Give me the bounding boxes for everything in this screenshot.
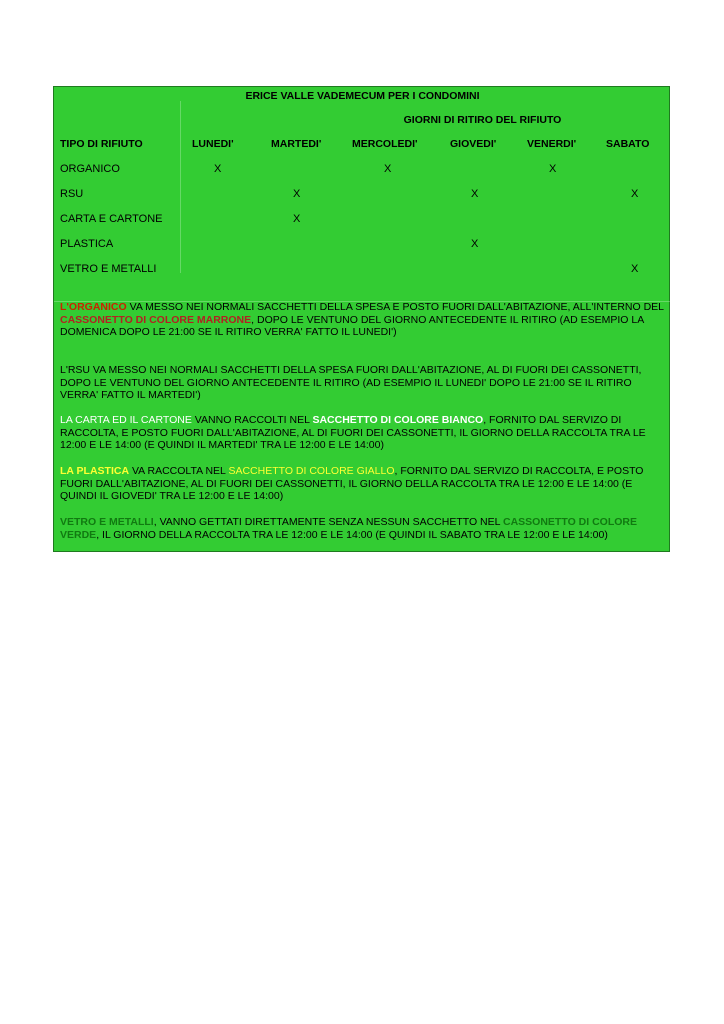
grid-line — [180, 101, 181, 273]
pickup-mark: X — [293, 188, 301, 200]
header-day-friday: VENERDI' — [527, 138, 577, 150]
carta-instructions — [60, 414, 666, 452]
pickup-mark: X — [214, 163, 222, 175]
plastica-instructions — [60, 465, 666, 503]
table-header-row — [54, 138, 671, 152]
header-day-wednesday: MERCOLEDI' — [352, 138, 418, 150]
pickup-mark: X — [631, 263, 639, 275]
vetro-heading: VETRO E METALLI — [60, 516, 154, 528]
vademecum-sheet — [53, 86, 670, 552]
yellow-bag-highlight: SACCHETTO DI COLORE GIALLO — [228, 465, 395, 477]
carta-text-end: , FORNITO DAL SERVIZO DI RACCOLTA, E POSTO FUORI DALL'ABITAZIONE, AL DI FUORI DEI CASSONETTI, IL GIORNO DELLA RACCOLTA TRA LE 12:00 E LE 14:00 (E QUINDI IL MARTEDI' TRA LE 12:00 E LE 14:00) — [60, 414, 646, 451]
header-day-monday: LUNEDI' — [192, 138, 234, 150]
vetro-text-end: , IL GIORNO DELLA RACCOLTA TRA LE 12:00 E LE 14:00 (E QUINDI IL SABATO TRA LE 12:00 E LE 14:00) — [96, 528, 608, 541]
white-bag-highlight: SACCHETTO DI COLORE BIANCO — [312, 414, 484, 426]
organico-text: VA MESSO NEI NORMALI SACCHETTI DELLA SPESA E POSTO FUORI DALL'ABITAZIONE, ALL'INTERNO DEL — [126, 301, 664, 313]
header-waste-type: TIPO DI RIFIUTO — [60, 138, 143, 150]
header-day-saturday: SABATO — [606, 138, 650, 150]
header-day-thursday: GIOVEDI' — [450, 138, 497, 150]
organico-heading: L'ORGANICO — [60, 301, 127, 313]
header-day-tuesday: MARTEDI' — [271, 138, 322, 150]
plastica-text-end: , FORNITO DAL SERVIZO DI RACCOLTA, E POSTO FUORI DALL'ABITAZIONE, AL DI FUORI DEI CASSONETTI, IL GIORNO DELLA RACCOLTA TRA LE 12:00 E LE 14:00 (E QUINDI IL GIOVEDI' TRA LE 12:00 E LE 14:00) — [60, 465, 644, 502]
row-label: ORGANICO — [60, 163, 120, 175]
vetro-text: , VANNO GETTATI DIRETTAMENTE SENZA NESSUN SACCHETTO NEL — [153, 516, 503, 528]
row-label: VETRO E METALLI — [60, 263, 157, 275]
plastica-heading: LA PLASTICA — [60, 465, 130, 477]
document-title: ERICE VALLE VADEMECUM PER I CONDOMINI — [245, 90, 480, 102]
carta-text: VANNO RACCOLTI NEL — [191, 414, 313, 426]
brown-bin-highlight: CASSONETTO DI COLORE MARRONE — [60, 313, 252, 326]
organico-text-end: , DOPO LE VENTUNO DEL GIORNO ANTECEDENTE IL RITIRO (AD ESEMPIO LA DOMENICA DOPO LE 21:00 SE IL RITIRO VERRA' FATTO IL LUNEDI') — [60, 313, 644, 338]
pickup-mark: X — [471, 188, 479, 200]
pickup-mark: X — [471, 238, 479, 250]
vetro-instructions — [60, 516, 666, 541]
pickup-mark: X — [631, 188, 639, 200]
schedule-subtitle: GIORNI DI RITIRO DEL RIFIUTO — [403, 114, 562, 126]
pickup-mark: X — [384, 163, 392, 175]
pickup-mark: X — [549, 163, 557, 175]
row-label: RSU — [60, 188, 84, 200]
organico-instructions — [60, 301, 666, 339]
plastica-text: VA RACCOLTA NEL — [129, 465, 229, 477]
carta-heading: LA CARTA ED IL CARTONE — [60, 414, 192, 426]
row-label: PLASTICA — [60, 238, 114, 250]
row-label: CARTA E CARTONE — [60, 213, 163, 225]
pickup-mark: X — [293, 213, 301, 225]
green-bin-highlight: CASSONETTO DI COLORE VERDE — [60, 516, 637, 541]
rsu-instructions: L'RSU VA MESSO NEI NORMALI SACCHETTI DELLA SPESA FUORI DALL'ABITAZIONE, AL DI FUORI DEI CASSONETTI, DOPO LE VENTUNO DEL GIORNO ANTECEDENTE IL RITIRO (AD ESEMPIO IL LUNEDI' DOPO LE 21:00 SE IL RITIRO VERRA' FATTO IL MARTEDI') — [60, 364, 642, 401]
